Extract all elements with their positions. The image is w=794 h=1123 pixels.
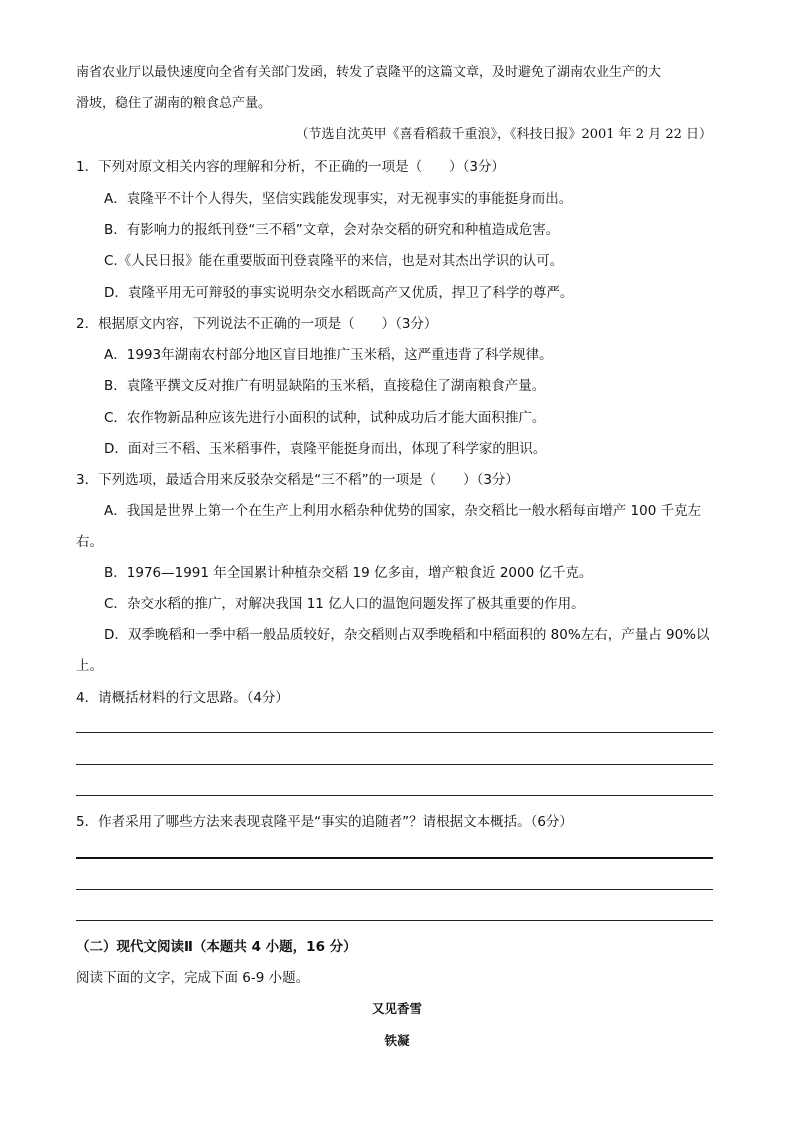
question-1-option-d: D．袁隆平用无可辩驳的事实说明杂交水稻既高产又优质，捍卫了科学的尊严。 bbox=[104, 285, 574, 301]
question-1-stem: 1．下列对原文相关内容的理解和分析，不正确的一项是（ ）（3分） bbox=[76, 159, 505, 175]
answer-line[interactable] bbox=[76, 889, 713, 890]
section-instruction: 阅读下面的文字，完成下面 6-9 小题。 bbox=[76, 970, 310, 986]
question-1-option-a: A．袁隆平不计个人得失，坚信实践能发现事实，对无视事实的事能挺身而出。 bbox=[104, 191, 573, 207]
question-3-option-b: B．1976—1991 年全国累计种植杂交稻 19 亿多亩，增产粮食近 2000 亿千克。 bbox=[104, 565, 593, 581]
question-1-option-b: B．有影响力的报纸刊登“三不稻”文章，会对杂交稻的研究和种植造成危害。 bbox=[104, 222, 560, 238]
answer-line[interactable] bbox=[76, 795, 713, 796]
question-3-option-a-cont: 右。 bbox=[76, 534, 103, 550]
question-2-option-d: D．面对三不稻、玉米稻事件，袁隆平能挺身而出，体现了科学家的胆识。 bbox=[104, 441, 547, 457]
question-2-option-b: B．袁隆平撰文反对推广有明显缺陷的玉米稻，直接稳住了湖南粮食产量。 bbox=[104, 378, 546, 394]
article-title: 又见香雪 bbox=[371, 1001, 422, 1016]
answer-line[interactable] bbox=[76, 920, 713, 921]
answer-line[interactable] bbox=[76, 857, 713, 859]
question-4-stem: 4．请概括材料的行文思路。（4分） bbox=[76, 690, 289, 706]
question-2-stem: 2．根据原文内容，下列说法不正确的一项是（ ）（3分） bbox=[76, 316, 438, 332]
section-heading: （二）现代文阅读Ⅱ（本题共 4 小题，16 分） bbox=[76, 939, 357, 955]
question-1-option-c: C.《人民日报》能在重要版面刊登袁隆平的来信，也是对其杰出学识的认可。 bbox=[104, 253, 564, 269]
question-2-option-a: A．1993年湖南农村部分地区盲目地推广玉米稻，这严重违背了科学规律。 bbox=[104, 347, 553, 363]
question-3-option-c: C．杂交水稻的推广，对解决我国 11 亿人口的温饱问题发挥了极其重要的作用。 bbox=[104, 596, 585, 612]
question-3-option-d: D．双季晚稻和一季中稻一般品质较好，杂交稻则占双季晚稻和中稻面积的 80%左右，产量占 90%以 bbox=[104, 627, 710, 643]
answer-line[interactable] bbox=[76, 732, 713, 733]
article-author: 铁凝 bbox=[384, 1033, 410, 1048]
question-5-stem: 5．作者采用了哪些方法来表现袁隆平是“事实的追随者”？请根据文本概括。（6分） bbox=[76, 814, 573, 830]
question-3-stem: 3．下列选项，最适合用来反驳杂交稻是“三不稻”的一项是（ ）（3分） bbox=[76, 472, 519, 488]
intro-line-2: 滑坡，稳住了湖南的粮食总产量。 bbox=[76, 96, 272, 111]
question-2-option-c: C．农作物新品种应该先进行小面积的试种，试种成功后才能大面积推广。 bbox=[104, 410, 546, 426]
source-citation: （节选自沈英甲《喜看稻菽千重浪》，《科技日报》2001 年 2 月 22 日） bbox=[295, 127, 712, 142]
intro-line-1: 南省农业厅以最快速度向全省有关部门发函，转发了袁隆平的这篇文章，及时避免了湖南农业生产的大 bbox=[76, 65, 662, 80]
question-3-option-a: A．我国是世界上第一个在生产上利用水稻杂种优势的国家，杂交稻比一般水稻每亩增产 100 千克左 bbox=[104, 503, 702, 519]
question-3-option-d-cont: 上。 bbox=[76, 658, 103, 674]
answer-line[interactable] bbox=[76, 764, 713, 765]
